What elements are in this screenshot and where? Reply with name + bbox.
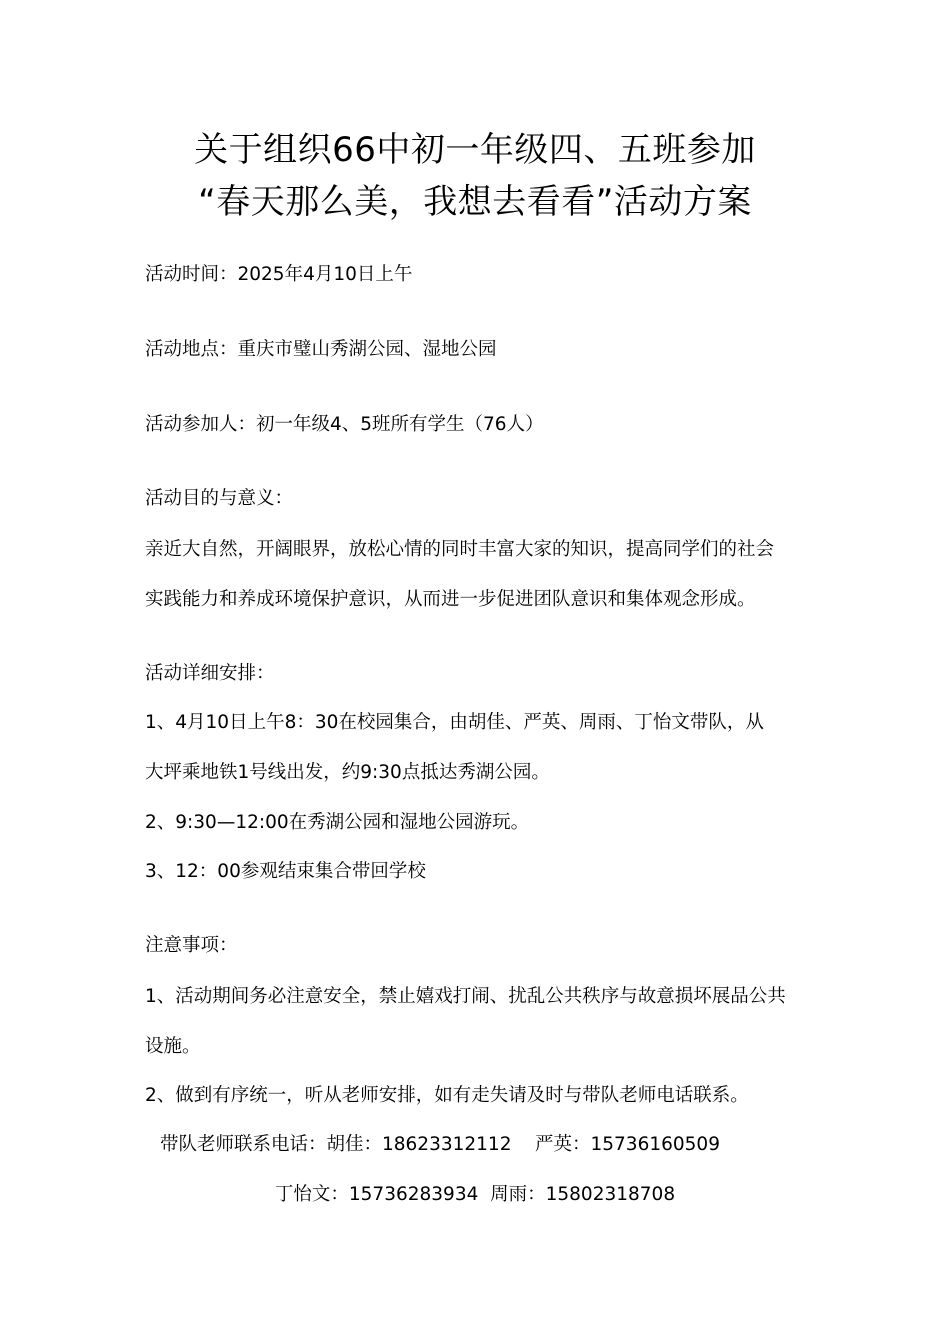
document-title-line-1: 关于组织66中初一年级四、五班参加	[194, 130, 756, 170]
schedule-line: 2、9:30—12:00在秀湖公园和湿地公园游玩。	[145, 812, 530, 833]
notes-line: 1、活动期间务必注意安全，禁止嬉戏打闹、扰乱公共秩序与故意损坏展品公共	[145, 986, 786, 1007]
schedule-line: 3、12：00参观结束集合带回学校	[145, 861, 426, 882]
activity-time: 活动时间：2025年4月10日上午	[145, 264, 413, 285]
purpose-heading: 活动目的与意义：	[145, 488, 294, 509]
notes-line: 设施。	[145, 1036, 201, 1057]
schedule-line: 大坪乘地铁1号线出发，约9:30点抵达秀湖公园。	[145, 762, 550, 783]
schedule-heading: 活动详细安排：	[145, 663, 275, 684]
purpose-line: 实践能力和养成环境保护意识，从而进一步促进团队意识和集体观念形成。	[145, 589, 756, 610]
teacher-contacts-line-1: 带队老师联系电话：胡佳：18623312112 严英：15736160509	[160, 1134, 720, 1155]
notes-line: 2、做到有序统一，听从老师安排，如有走失请及时与带队老师电话联系。	[145, 1085, 749, 1106]
purpose-line: 亲近大自然，开阔眼界，放松心情的同时丰富大家的知识，提高同学们的社会	[145, 539, 775, 560]
document-title-line-2: “春天那么美，我想去看看”活动方案	[198, 182, 752, 222]
activity-participants: 活动参加人：初一年级4、5班所有学生（76人）	[145, 414, 544, 435]
activity-location: 活动地点：重庆市璧山秀湖公园、湿地公园	[145, 339, 497, 360]
schedule-line: 1、4月10日上午8：30在校园集合，由胡佳、严英、周雨、丁怡文带队，从	[145, 712, 764, 733]
teacher-contacts-line-2: 丁怡文：15736283934 周雨：15802318708	[274, 1184, 676, 1205]
notes-heading: 注意事项：	[145, 935, 238, 956]
